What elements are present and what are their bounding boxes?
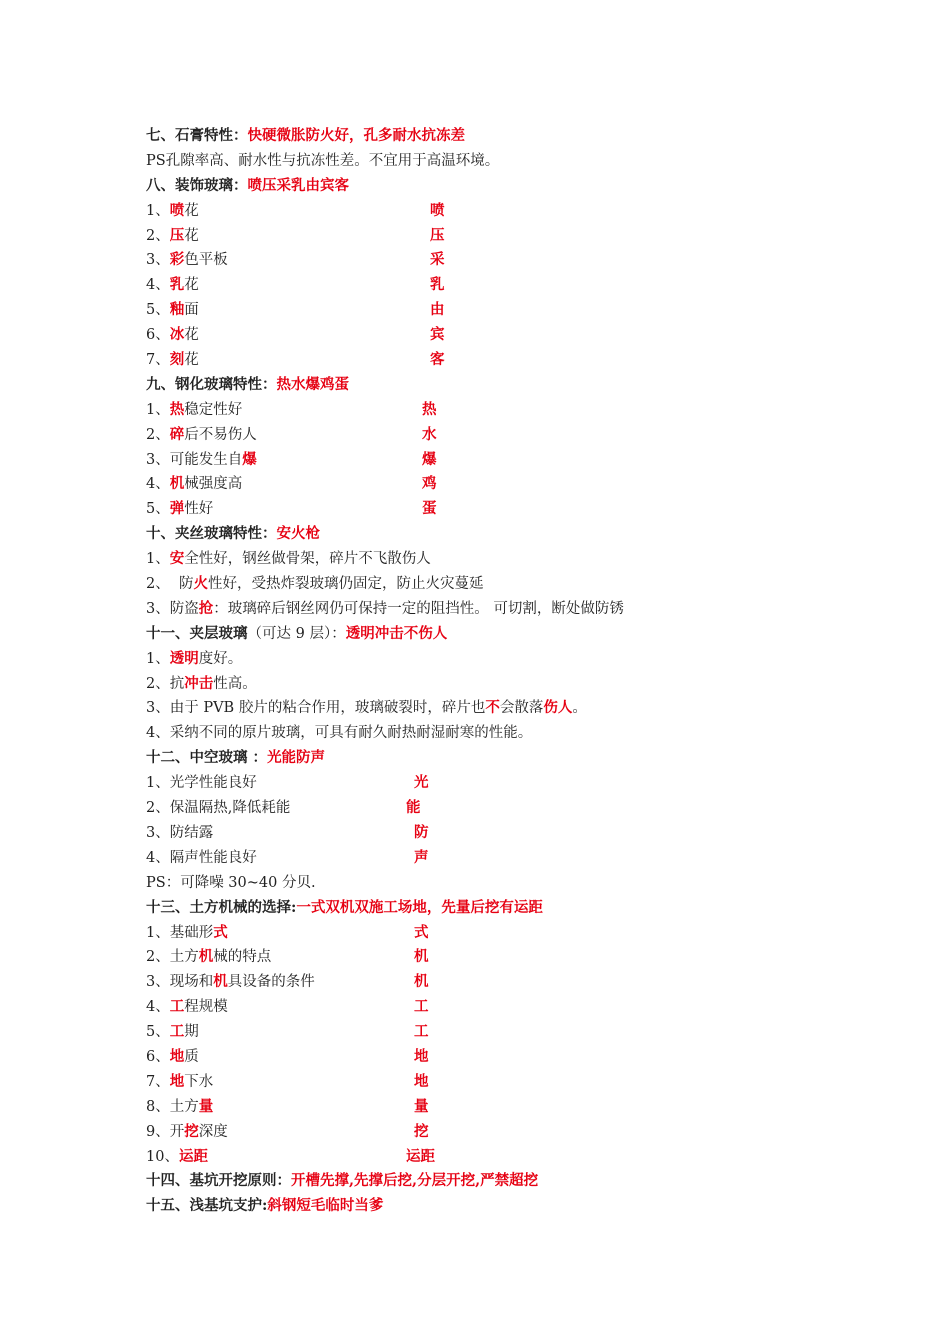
item-number: 9、	[146, 1123, 170, 1140]
list-item	[146, 945, 866, 970]
list-item	[146, 771, 866, 796]
item-number: 5、	[146, 501, 170, 518]
list-item	[146, 647, 866, 672]
item-number: 7、	[146, 352, 170, 369]
highlight: 挖	[184, 1122, 199, 1140]
mnemonic-char: 宾	[430, 326, 445, 344]
mnemonic-char: 机	[414, 948, 429, 966]
item-number: 2、	[146, 949, 170, 966]
heading-text: 十五、浅基坑支护:	[146, 1197, 268, 1215]
highlight: 火	[193, 575, 208, 593]
list-item	[146, 572, 866, 597]
highlight: 机	[213, 973, 228, 991]
mnemonic-char: 工	[414, 998, 429, 1016]
list-item	[146, 995, 866, 1020]
list-item	[146, 921, 866, 946]
mnemonic-char: 能	[406, 799, 421, 817]
section-7-heading	[146, 124, 866, 149]
mnemonic-char: 量	[414, 1097, 429, 1115]
highlight: 透明	[169, 649, 199, 667]
highlight: 刻	[169, 351, 185, 369]
item-text: 度好。	[198, 650, 243, 667]
list-item	[146, 1070, 866, 1095]
item-text: 深度	[198, 1123, 228, 1140]
item-number: 5、	[146, 302, 170, 319]
highlight: 安	[169, 550, 185, 568]
highlight: 釉	[169, 301, 185, 319]
item-text: 械的特点	[213, 949, 272, 966]
highlight: 弹	[169, 500, 185, 518]
list-item	[146, 248, 866, 273]
highlight: 地	[169, 1072, 185, 1090]
item-text: 械强度高	[184, 476, 243, 493]
item-number: 4、	[146, 277, 170, 294]
mnemonic-char: 防	[414, 823, 429, 841]
mnemonic: 一式双机双施工场地，先量后挖有运距	[296, 898, 543, 916]
section-7-note: PS孔隙率高、耐水性与抗冻性差。不宜用于高温环境。	[146, 152, 500, 169]
item-text: 性好，受热炸裂玻璃仍固定，防止火灾蔓延	[207, 576, 484, 593]
item-number: 1、	[146, 924, 170, 941]
list-item	[146, 1120, 866, 1145]
item-text: 可能发生自	[169, 451, 243, 468]
mnemonic: 开槽先撑,先撑后挖,分层开挖,严禁超挖	[291, 1172, 539, 1190]
item-text: 现场和	[169, 974, 214, 991]
highlight: 喷	[169, 201, 185, 219]
mnemonic-char: 蛋	[422, 500, 437, 518]
item-text: 质	[184, 1048, 199, 1065]
item-number: 6、	[146, 327, 170, 344]
mnemonic-char: 爆	[422, 450, 437, 468]
heading-text: 十四、基坑开挖原则：	[146, 1172, 291, 1190]
item-text: 期	[184, 1024, 199, 1041]
item-number: 3、	[146, 451, 170, 468]
item-text: 面	[184, 302, 199, 319]
mnemonic-char: 压	[430, 226, 445, 244]
heading-text: 七、石膏特性：	[146, 127, 248, 144]
list-item	[146, 1145, 866, 1170]
mnemonic-char: 水	[422, 425, 437, 443]
list-item	[146, 448, 866, 473]
item-number: 4、	[146, 476, 170, 493]
mnemonic-char: 光	[414, 774, 429, 792]
highlight: 冰	[169, 326, 185, 344]
highlight: 工	[169, 998, 185, 1016]
list-item	[146, 547, 866, 572]
list-item	[146, 597, 866, 622]
heading-text: 十三、土方机械的选择:	[146, 898, 297, 916]
item-text: 花	[184, 202, 199, 219]
item-number: 3、防盗	[146, 600, 199, 617]
highlight: 量	[198, 1097, 214, 1115]
item-text: 后不易伤人	[184, 426, 257, 443]
document-content	[146, 124, 866, 1219]
mnemonic-char: 地	[414, 1072, 429, 1090]
list-item	[146, 672, 866, 697]
list-item	[146, 970, 866, 995]
mnemonic-char: 声	[414, 848, 429, 866]
list-item	[146, 1045, 866, 1070]
mnemonic-char: 采	[430, 251, 445, 269]
list-item	[146, 796, 866, 821]
item-number: 2、	[146, 227, 170, 244]
item-text: 下水	[184, 1073, 214, 1090]
mnemonic-char: 热	[422, 400, 437, 418]
mnemonic-char: 客	[430, 351, 445, 369]
mnemonic-char: 地	[414, 1047, 429, 1065]
mnemonic-char: 由	[430, 301, 445, 319]
item-text: 花	[184, 352, 199, 369]
mnemonic-char: 鸡	[422, 475, 437, 493]
highlight: 碎	[169, 425, 185, 443]
highlight: 机	[169, 475, 185, 493]
list-item	[146, 199, 866, 224]
list-item	[146, 821, 866, 846]
highlight: 伤人	[543, 699, 573, 717]
item-text: 具设备的条件	[227, 974, 315, 991]
item-number: 7、	[146, 1073, 170, 1090]
list-item	[146, 224, 866, 249]
list-item	[146, 1020, 866, 1045]
highlight: 冲击	[184, 674, 214, 692]
mnemonic-char: 喷	[430, 201, 445, 219]
mnemonic-char: 运距	[406, 1147, 435, 1165]
item-text: 花	[184, 327, 199, 344]
heading-text: 十、夹丝玻璃特性：	[146, 525, 277, 543]
section-10-heading	[146, 522, 866, 547]
item-number: 3、	[146, 252, 170, 269]
item-text: 基础形	[169, 924, 214, 941]
item-text: 4、隔声性能良好	[146, 849, 257, 866]
item-text: 土方	[169, 1098, 199, 1115]
mnemonic-char: 挖	[414, 1122, 429, 1140]
section-13-heading	[146, 896, 866, 921]
item-number: 1、	[146, 401, 170, 418]
highlight: 工	[169, 1023, 185, 1041]
heading-paren: （可达 9 层）：	[247, 625, 346, 642]
section-15-heading	[146, 1194, 866, 1219]
list-item	[146, 423, 866, 448]
highlight: 抢	[198, 599, 214, 617]
heading-text: 八、装饰玻璃：	[146, 176, 248, 194]
item-text: 花	[184, 227, 199, 244]
item-number: 4、	[146, 999, 170, 1016]
item-text: 3、由于 PVB 胶片的粘合作用，玻璃破裂时，碎片也	[146, 700, 486, 717]
mnemonic: 安火枪	[276, 525, 320, 543]
section-11-heading	[146, 622, 866, 647]
item-number: 2、 防	[146, 576, 194, 593]
item-number: 10、	[146, 1148, 179, 1165]
heading-text: 九、钢化玻璃特性：	[146, 375, 277, 393]
mnemonic: 喷压采乳由宾客	[247, 176, 349, 194]
list-item	[146, 696, 866, 721]
mnemonic-char: 式	[414, 923, 429, 941]
highlight: 乳	[169, 276, 185, 294]
list-item	[146, 398, 866, 423]
list-item	[146, 273, 866, 298]
list-item	[146, 472, 866, 497]
item-number: 3、	[146, 974, 170, 991]
mnemonic-char: 乳	[430, 276, 445, 294]
highlight: 地	[169, 1047, 185, 1065]
item-text: 2、保温隔热,降低耗能	[146, 800, 291, 817]
item-text: 色平板	[184, 252, 228, 269]
mnemonic: 斜钢短毛临时当爹	[267, 1197, 384, 1215]
list-item	[146, 298, 866, 323]
list-item	[146, 1095, 866, 1120]
item-text: 开	[169, 1123, 185, 1140]
highlight: 压	[169, 226, 185, 244]
mnemonic: 快硬微胀防火好，孔多耐水抗冻差	[247, 127, 465, 144]
section-12-heading	[146, 746, 866, 771]
mnemonic: 热水爆鸡蛋	[276, 375, 349, 393]
heading-text: 十二、中空玻璃 ：	[146, 749, 268, 767]
highlight: 彩	[169, 251, 185, 269]
item-text: 花	[184, 277, 199, 294]
item-number: 5、	[146, 1024, 170, 1041]
list-item	[146, 348, 866, 373]
section-12-note: PS：可降噪 30~40 分贝.	[146, 874, 316, 891]
highlight: 热	[169, 400, 185, 418]
mnemonic-char: 机	[414, 973, 429, 991]
highlight: 机	[198, 948, 214, 966]
item-text: 程规模	[184, 999, 228, 1016]
highlight: 爆	[242, 450, 257, 468]
list-item: 4、采纳不同的原片玻璃，可具有耐久耐热耐湿耐寒的性能。	[146, 725, 533, 742]
item-number: 1、	[146, 551, 170, 568]
item-text: ：玻璃碎后钢丝网仍可保持一定的阻挡性。 可切割，断处做防锈	[213, 600, 624, 617]
item-number: 1、	[146, 202, 170, 219]
item-text: 3、防结露	[146, 824, 214, 841]
item-text: 稳定性好	[184, 401, 243, 418]
item-text: 。	[572, 700, 587, 717]
section-8-heading	[146, 174, 866, 199]
item-number: 8、	[146, 1098, 170, 1115]
list-item	[146, 846, 866, 871]
item-text: 全性好，钢丝做骨架，碎片不飞散伤人	[184, 551, 431, 568]
item-number: 2、抗	[146, 675, 185, 692]
item-number: 2、	[146, 426, 170, 443]
highlight: 式	[213, 923, 228, 941]
mnemonic: 光能防声	[267, 749, 326, 767]
item-text: 土方	[169, 949, 199, 966]
section-9-heading	[146, 373, 866, 398]
item-text: 会散落	[499, 700, 544, 717]
list-item	[146, 497, 866, 522]
highlight: 运距	[178, 1147, 208, 1165]
highlight: 不	[485, 699, 500, 717]
item-text: 性好	[184, 501, 214, 518]
list-item	[146, 323, 866, 348]
mnemonic: 透明冲击不伤人	[345, 624, 448, 642]
mnemonic-char: 工	[414, 1023, 429, 1041]
item-number: 1、	[146, 650, 170, 667]
item-number: 6、	[146, 1048, 170, 1065]
item-text: 1、光学性能良好	[146, 775, 257, 792]
item-text: 性高。	[213, 675, 257, 692]
section-14-heading	[146, 1169, 866, 1194]
heading-text: 十一、夹层玻璃	[146, 624, 248, 642]
